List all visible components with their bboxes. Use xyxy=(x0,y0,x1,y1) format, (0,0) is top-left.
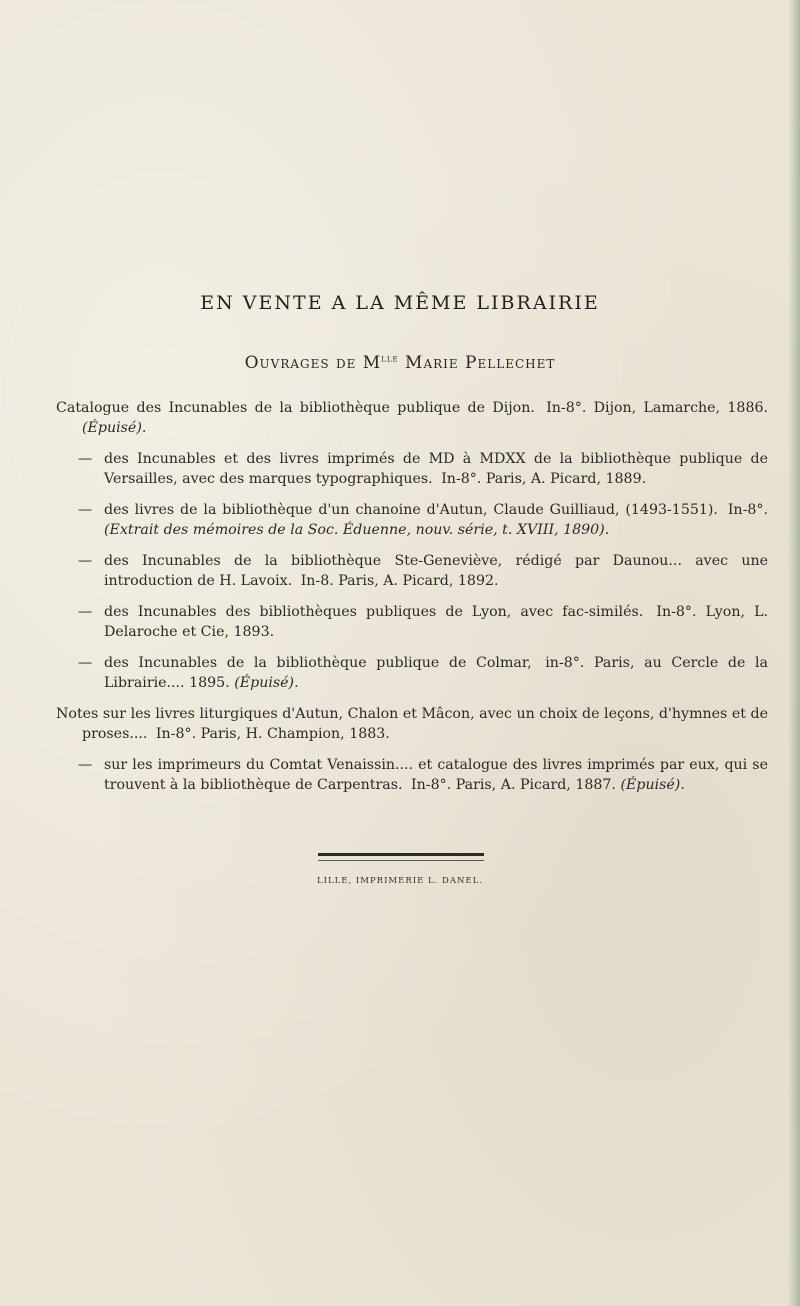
subheading-superscript: lle xyxy=(381,353,399,365)
author-subheading xyxy=(0,353,800,373)
entry-details: In-8°. Paris, A. Picard, 1889. xyxy=(441,471,647,487)
list-item xyxy=(56,551,768,591)
page-heading: EN VENTE A LA MÊME LIBRAIRIE xyxy=(200,292,600,314)
subheading-suffix: Marie Pellechet xyxy=(398,353,556,373)
subheading-prefix: Ouvrages de M xyxy=(244,353,382,373)
entry-title: des livres de la bibliothèque d'un chanoine d'Autun, Claude Guilliaud, (1493-1551). xyxy=(104,502,718,518)
entry-title: des Incunables de la bibliothèque publique de Colmar, xyxy=(104,655,532,671)
entry-note: (Extrait des mémoires de la Soc. Éduenne, nouv. série, t. XVIII, 1890). xyxy=(104,522,610,538)
entry-details: In-8°. Paris, H. Champion, 1883. xyxy=(155,726,390,742)
page-edge-stain xyxy=(788,0,800,1306)
entry-details: In-8°. Paris, A. Picard, 1887. xyxy=(411,777,616,793)
entry-title: Catalogue des Incunables de la bibliothèque publique de Dijon. xyxy=(56,400,535,416)
entry-details: In-8°. xyxy=(727,502,768,518)
works-list xyxy=(56,398,768,806)
list-item xyxy=(56,602,768,642)
divider-rule-thin xyxy=(318,860,484,861)
entry-title: sur les imprimeurs du Comtat Venaissin.... et catalogue des livres imprimés par eux, qui se trouvent à la bibliothèque de Carpentras. xyxy=(104,757,768,793)
list-item xyxy=(56,755,768,795)
entry-dash: — xyxy=(78,757,93,773)
entry-dash: — xyxy=(78,604,93,620)
divider-rule xyxy=(318,853,484,856)
entry-title: des Incunables et des livres imprimés de MD à MDXX de la bibliothèque publique de Versailles, avec des marques typographiques. xyxy=(104,451,768,487)
entry-note: (Épuisé). xyxy=(82,420,147,436)
list-item xyxy=(56,398,768,438)
entry-note: (Épuisé). xyxy=(620,777,685,793)
entry-title: Notes sur les livres liturgiques d'Autun, Chalon et Mâcon, avec un choix de leçons, d'hymnes et de proses.... xyxy=(56,706,768,742)
list-item xyxy=(56,653,768,693)
printer-imprint: LILLE, IMPRIMERIE L. DANEL. xyxy=(316,876,483,886)
entry-dash: — xyxy=(78,502,93,518)
list-item xyxy=(56,500,768,540)
list-item xyxy=(56,704,768,744)
entry-dash: — xyxy=(78,553,93,569)
entry-details: in-8°. Paris, au Cercle de la Librairie.... 1895. xyxy=(104,655,769,691)
list-item xyxy=(56,449,768,489)
entry-note: (Épuisé). xyxy=(234,675,299,691)
entry-dash: — xyxy=(78,655,93,671)
entry-details: In-8°. Dijon, Lamarche, 1886. xyxy=(546,400,769,416)
entry-title: des Incunables de la bibliothèque Ste-Geneviève, rédigé par Daunou... avec une introduction de H. Lavoix. xyxy=(104,553,768,589)
entry-title: des Incunables des bibliothèques publiques de Lyon, avec fac-similés. xyxy=(104,604,644,620)
entry-details: In-8°. Lyon, L. Delaroche et Cie, 1893. xyxy=(104,604,768,640)
entry-details: In-8. Paris, A. Picard, 1892. xyxy=(300,573,499,589)
entry-dash: — xyxy=(78,451,93,467)
